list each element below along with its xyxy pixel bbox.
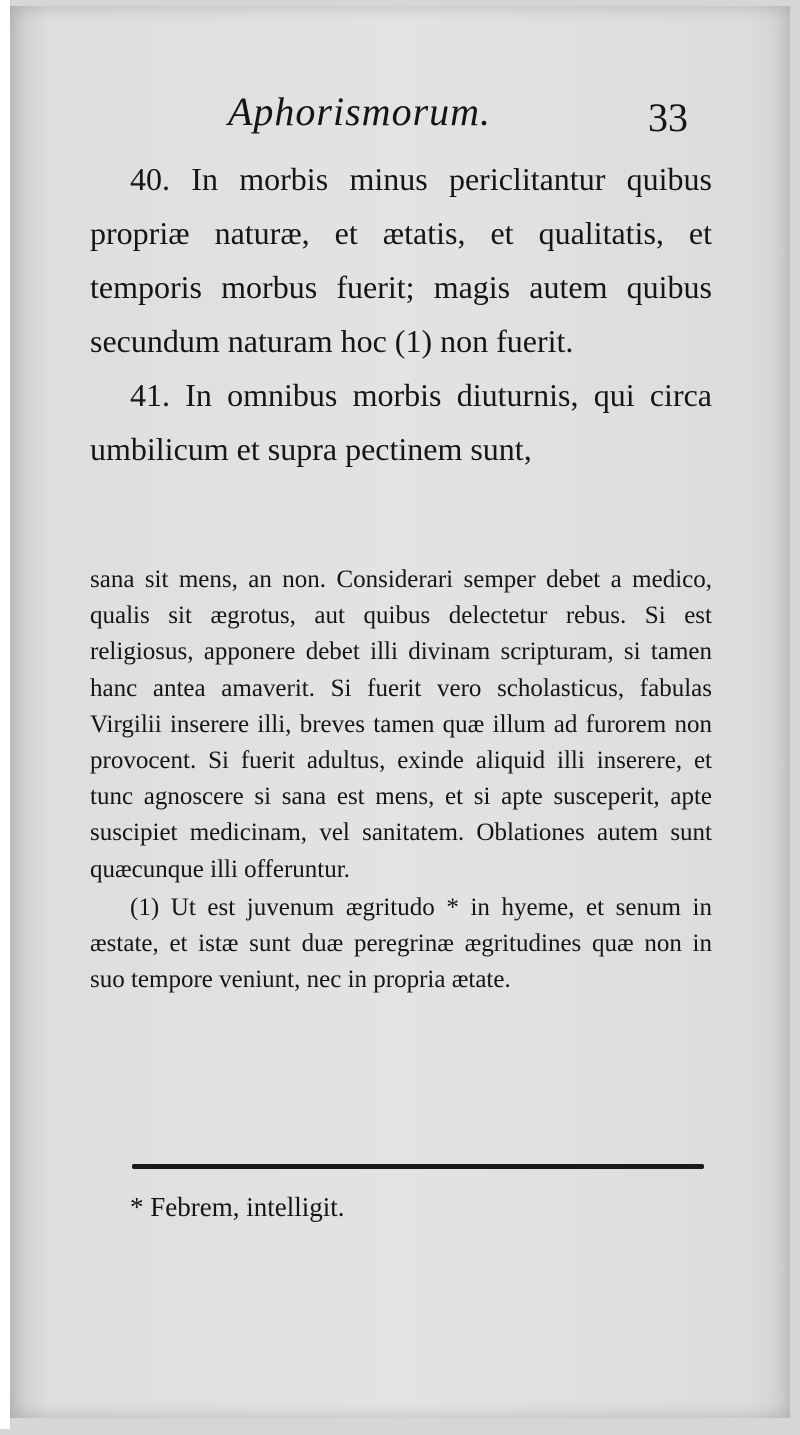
page-header [10, 88, 790, 148]
running-title: Aphorismorum. [228, 89, 492, 134]
main-text-block [90, 152, 712, 476]
page-edge [0, 0, 10, 1429]
book-page [10, 6, 790, 1418]
commentary-paragraph: sana sit mens, an non. Considerari semper debet a medico, qualis sit ægrotus, aut quibus delectetur rebus. Si est religiosus, apponere debet illi divinam scripturam, si tamen hanc antea amaverit. Si fuerit vero scholasticus, fabulas Virgilii inserere illi, breves tamen quæ illum ad furorem non provocent. Si fuerit adultus, exinde aliquid illi inserere, et tunc agnoscere si sana est mens, et si apte susceperit, apte suscipiet medicinam, vel sanitatem. Oblationes autem sunt quæcunque illi offeruntur. [90, 566, 712, 883]
commentary-note-1: (1) Ut est juvenum ægritudo * in hyeme, et senum in æstate, et istæ sunt duæ peregrinæ ægritudines quæ non in suo tempore veniunt, nec in propria ætate. [90, 893, 712, 994]
footnote-rule [132, 1164, 704, 1169]
page-number: 33 [648, 95, 688, 140]
commentary-block [90, 562, 712, 998]
aphorism-40: 40. In morbis minus periclitantur quibus propriæ naturæ, et ætatis, et qualitatis, et temporis morbus fuerit; magis autem quibus secundum naturam hoc (1) non fuerit. [90, 161, 712, 359]
footnote: * Febrem, intelligit. [130, 1192, 345, 1222]
aphorism-41: 41. In omnibus morbis diuturnis, qui circa umbilicum et supra pectinem sunt, [90, 377, 712, 467]
